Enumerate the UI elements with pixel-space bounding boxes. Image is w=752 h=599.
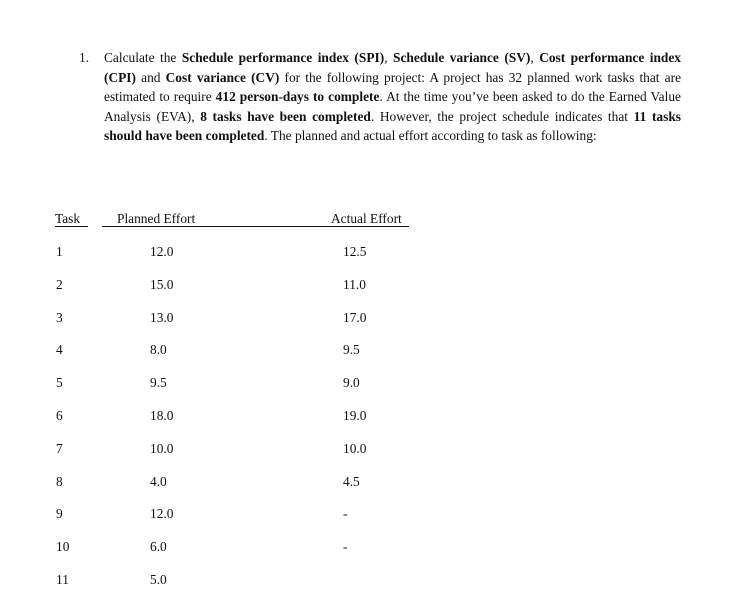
question-text-segment: . At the time you’ve been asked to do the Earned Value Analysis (EVA), [104, 89, 681, 124]
actual-effort-cell: 9.5 [343, 342, 360, 357]
task-number-cell: 3 [56, 310, 63, 325]
task-number-cell: 10 [56, 539, 70, 554]
planned-effort-cell: 18.0 [150, 408, 174, 423]
planned-effort-cell: 13.0 [150, 310, 174, 325]
question-text-segment: , [384, 50, 393, 65]
header-effort-underline [102, 226, 409, 227]
task-number-cell: 5 [56, 375, 63, 390]
question-text [104, 48, 681, 146]
actual-effort-cell: 12.5 [343, 244, 367, 259]
question-text-segment: for the following project: A project has 32 planned work tasks that are estimated to require [104, 69, 682, 104]
task-number-cell: 11 [56, 572, 69, 587]
question-text-segment: , [530, 50, 540, 65]
question-text-segment: Calculate the [104, 50, 182, 65]
actual-effort-cell: 9.0 [343, 375, 360, 390]
question-text-segment: . However, the project schedule indicates that [370, 108, 634, 124]
question-bold-phrase: 412 person-days to complete [215, 89, 380, 104]
header-task-underline [55, 226, 88, 227]
question-text-segment: and [135, 69, 166, 85]
task-number-cell: 6 [56, 408, 63, 423]
actual-effort-cell: - [343, 539, 348, 554]
planned-effort-cell: 12.0 [150, 506, 174, 521]
task-number-cell: 7 [56, 441, 63, 456]
task-number-cell: 9 [56, 506, 63, 521]
task-number-cell: 2 [56, 277, 63, 292]
planned-effort-cell: 10.0 [150, 441, 174, 456]
question-number: 1. [79, 50, 90, 65]
question-bold-phrase: Schedule variance (SV) [393, 50, 531, 65]
actual-effort-cell: 10.0 [343, 441, 367, 456]
planned-effort-cell: 12.0 [150, 244, 174, 259]
task-number-cell: 1 [56, 244, 63, 259]
planned-effort-cell: 5.0 [150, 572, 167, 587]
task-number-cell: 4 [56, 342, 63, 357]
question-bold-phrase: 8 tasks have been completed [200, 108, 371, 124]
question-bold-phrase: Schedule performance index (SPI) [181, 50, 385, 65]
header-actual-effort: Actual Effort [331, 211, 402, 226]
actual-effort-cell: 11.0 [343, 277, 366, 292]
planned-effort-cell: 8.0 [150, 342, 167, 357]
planned-effort-cell: 4.0 [150, 474, 167, 489]
planned-effort-cell: 9.5 [150, 375, 167, 390]
question-bold-phrase: 11 tasks should have been completed [104, 108, 681, 143]
header-planned-effort: Planned Effort [117, 211, 196, 226]
planned-effort-cell: 15.0 [150, 277, 174, 292]
actual-effort-cell: 19.0 [343, 408, 367, 423]
task-number-cell: 8 [56, 474, 63, 489]
question-bold-phrase: Cost performance index (CPI) [104, 50, 682, 85]
actual-effort-cell: - [343, 506, 348, 521]
header-task: Task [55, 211, 81, 226]
question-text-segment: . The planned and actual effort according to task as following: [264, 128, 597, 143]
planned-effort-cell: 6.0 [150, 539, 167, 554]
question-bold-phrase: Cost variance (CV) [165, 69, 280, 85]
actual-effort-cell: 4.5 [343, 474, 360, 489]
question-block [79, 48, 681, 146]
actual-effort-cell: 17.0 [343, 310, 367, 325]
